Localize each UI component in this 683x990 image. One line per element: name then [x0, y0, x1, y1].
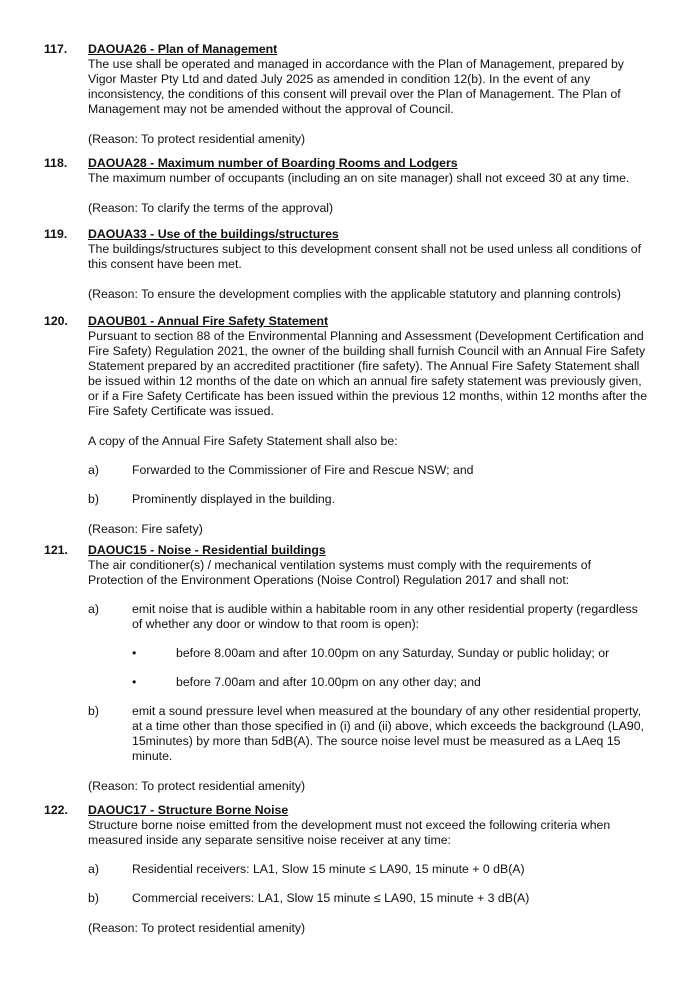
condition-number: 121. [44, 543, 68, 557]
condition-content [88, 42, 648, 147]
bullet-text: before 7.00am and after 10.00pm on any other day; and [176, 675, 481, 689]
condition-reason: (Reason: To protect residential amenity) [88, 132, 306, 146]
condition-reason: (Reason: To protect residential amenity) [88, 779, 306, 793]
condition-body: Pursuant to section 88 of the Environmental Planning and Assessment (Development Certification and Fire Safety) Regulation 2021, the owner of the building shall furnish Council with an Annual Fire Safety Statement prepared by an accredited practitioner (fire safety). The Annual Fire Safety Statement shall be issued within 12 months of the date on which an annual fire safety statement was previously given, or if a Fire Safety Certificate has been issued within the previous 12 months, within 12 months after the Fire Safety Certificate was issued. [88, 329, 648, 418]
list-item-label: a) [88, 862, 99, 876]
list-item-text: Prominently displayed in the building. [132, 492, 336, 506]
condition-content [88, 156, 648, 216]
list-item [88, 891, 648, 906]
condition-content [88, 227, 648, 302]
list-item-label: b) [88, 492, 99, 506]
condition-number: 122. [44, 803, 68, 817]
list-item-text: emit noise that is audible within a habitable room in any other residential property (regardless of whether any door or window to that room is open): [132, 602, 638, 631]
list-item-label: a) [88, 463, 99, 477]
bullet-item [132, 675, 648, 690]
condition-number: 117. [44, 42, 68, 56]
list-item-text: Commercial receivers: LA1, Slow 15 minute ≤ LA90, 15 minute + 3 dB(A) [132, 891, 530, 905]
condition-reason: (Reason: To ensure the development complies with the applicable statutory and planning controls) [88, 287, 621, 301]
list-item [88, 862, 648, 877]
condition-content [88, 803, 648, 936]
condition-heading: DAOUC15 - Noise - Residential buildings [88, 543, 326, 557]
bullet-text: before 8.00am and after 10.00pm on any Saturday, Sunday or public holiday; or [176, 646, 610, 660]
condition-reason: (Reason: To clarify the terms of the approval) [88, 201, 334, 215]
list-item-text: Forwarded to the Commissioner of Fire and Rescue NSW; and [132, 463, 474, 477]
condition-reason: (Reason: Fire safety) [88, 522, 203, 536]
list-item-text: Residential receivers: LA1, Slow 15 minute ≤ LA90, 15 minute + 0 dB(A) [132, 862, 525, 876]
condition-heading: DAOUA33 - Use of the buildings/structures [88, 227, 339, 241]
condition-heading: DAOUB01 - Annual Fire Safety Statement [88, 314, 329, 328]
list-item-label: a) [88, 602, 99, 616]
condition-reason: (Reason: To protect residential amenity) [88, 921, 306, 935]
condition-heading: DAOUA26 - Plan of Management [88, 42, 278, 56]
condition-number: 119. [44, 227, 68, 241]
condition-paragraph: A copy of the Annual Fire Safety Statement shall also be: [88, 434, 398, 448]
condition-body: Structure borne noise emitted from the development must not exceed the following criteria when measured inside any separate sensitive noise receiver at any time: [88, 818, 611, 847]
condition-number: 120. [44, 314, 68, 328]
condition-heading: DAOUA28 - Maximum number of Boarding Rooms and Lodgers [88, 156, 458, 170]
condition-number: 118. [44, 156, 68, 170]
list-item [88, 704, 648, 764]
condition-body: The use shall be operated and managed in accordance with the Plan of Management, prepared by Vigor Master Pty Ltd and dated July 2025 as amended in condition 12(b). In the event of any inconsistency, the conditions of this consent will prevail over the Plan of Management. The Plan of Management may not be amended without the approval of Council. [88, 57, 624, 116]
bullet-icon: • [132, 646, 137, 660]
condition-body: The air conditioner(s) / mechanical ventilation systems must comply with the requirements of Protection of the Environment Operations (Noise Control) Regulation 2017 and shall not: [88, 558, 592, 587]
bullet-item [132, 646, 648, 661]
condition-body: The maximum number of occupants (including an on site manager) shall not exceed 30 at any time. [88, 171, 630, 185]
list-item-text: emit a sound pressure level when measured at the boundary of any other residential property, at a time other than those specified in (i) and (ii) above, which exceeds the background (LA90, 15minutes) by more than 5dB(A). The source noise level must be measured as a LAeq 15 minute. [132, 704, 644, 763]
list-item-label: b) [88, 891, 99, 905]
condition-heading: DAOUC17 - Structure Borne Noise [88, 803, 289, 817]
list-item [88, 463, 648, 478]
list-item-label: b) [88, 704, 99, 718]
condition-content [88, 543, 648, 794]
condition-content [88, 314, 648, 537]
condition-body: The buildings/structures subject to this development consent shall not be used unless all conditions of this consent have been met. [88, 242, 641, 271]
list-item [88, 492, 648, 507]
bullet-icon: • [132, 675, 137, 689]
list-item [88, 602, 648, 632]
